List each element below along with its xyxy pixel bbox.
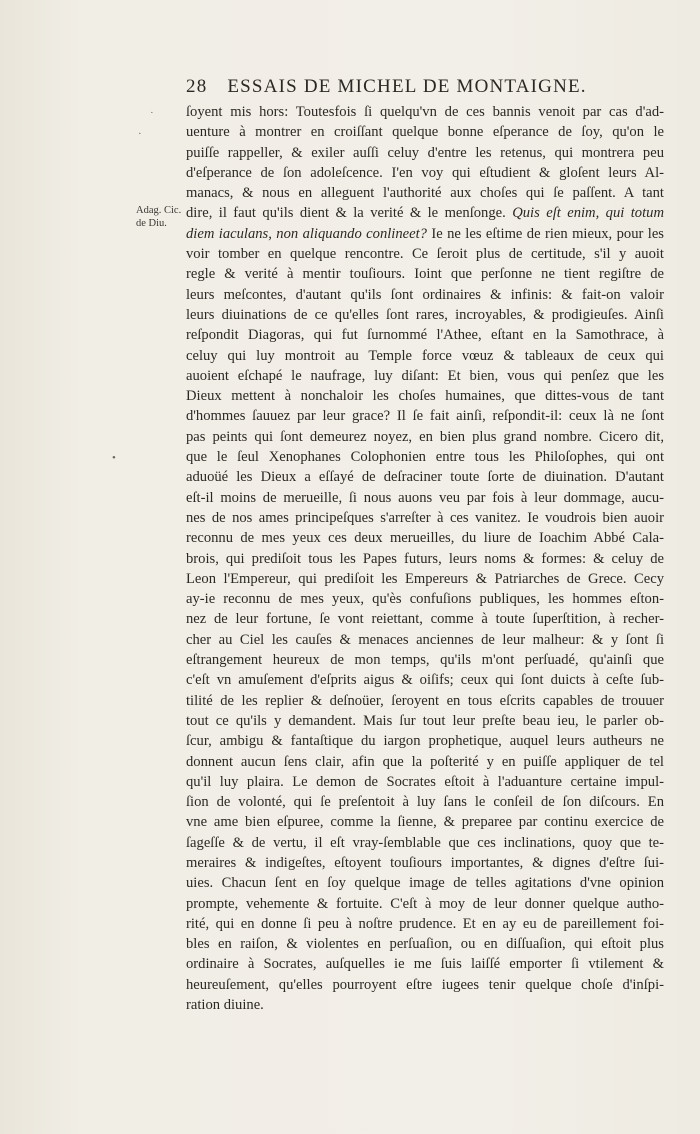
text-run: donnent aucun ſens clair, afin que la poſterité y en puiſſe appliquer de tel: [186, 753, 664, 770]
text-line: [186, 954, 664, 974]
text-run: uies. Chacun ſent en ſoy quelque image de telles agitations d'vne opinion: [186, 875, 664, 892]
text-run: bles en raiſon, & violentes en perſuaſion, ou en diſſuaſion, qui eſtoit plus: [186, 936, 664, 953]
text-line: [186, 264, 664, 284]
text-run: eſt-il moins de merueille, ſi nous auons veu par fois à leur dommage, aucu-: [186, 489, 664, 506]
text-run: prompte, vehemente & fortuite. C'eſt à moy de leur donner quelque autho-: [186, 895, 664, 912]
running-title: ESSAIS DE MICHEL DE MONTAIGNE.: [227, 76, 587, 97]
text-line: [186, 589, 664, 609]
text-line: [186, 792, 664, 812]
text-line: [186, 427, 664, 447]
text-run: d'eſperance de ſon adoleſcence. I'en voy qui eſtudient & gloſent leurs Al-: [186, 164, 664, 181]
text-run: manacs, & nous en alleguent l'authorité aux choſes qui ſe paſſent. A tant: [186, 185, 664, 202]
text-line: [186, 975, 664, 995]
text-line: [186, 244, 664, 264]
text-run: nes de nos ames principeſques s'arreſter à ces vanitez. Ie voudrois bien auoir: [186, 509, 664, 526]
text-line: [186, 894, 664, 914]
text-run: meraires & indigeſtes, eſtoyent touſiours importantes, & dignes d'eſtre ſui-: [186, 854, 664, 871]
text-line: [186, 691, 664, 711]
margin-note-line: de Diu.: [136, 218, 167, 229]
text-line: [186, 346, 664, 366]
text-run: leurs meſcontes, d'autant qu'ils ſont ordinaires & infinis: & fait-on valoir: [186, 286, 664, 303]
text-run: ſcur, ambigu & fantaſtique du iargon prophetique, auquel leurs autheurs ne: [186, 733, 664, 750]
text-line: [186, 934, 664, 954]
text-line: [186, 447, 664, 467]
text-line: [186, 812, 664, 832]
text-run: leurs diuinations de ce qu'elles ſont rares, incroyables, & prodigieuſes. Ainſi: [186, 306, 664, 323]
text-run: ration diuine.: [186, 997, 264, 1014]
text-line: [186, 285, 664, 305]
text-line: [186, 569, 664, 589]
text-line: [186, 528, 664, 548]
margin-note: [136, 204, 184, 230]
text-line: [186, 163, 664, 183]
ink-speck: ·: [138, 128, 142, 140]
text-run: c'eſt vn amuſement d'eſprits aigus & oiſifs; ceux qui ſont duicts à ceſte ſub-: [186, 672, 664, 689]
text-run: Ie ne les eſtime de rien mieux, pour les: [426, 225, 664, 242]
text-line: [186, 914, 664, 934]
text-line: [186, 752, 664, 772]
latin-quote: Quis eſt enim, qui totum: [512, 205, 664, 222]
text-line: [186, 143, 664, 163]
latin-quote: diem iaculans, non aliquando conlineet?: [186, 225, 427, 242]
text-run: rité, qui en donne ſi peu à noſtre prudence. Et en ay eu de pareillement foi-: [186, 915, 664, 932]
text-run: heureuſement, qu'elles pourroyent eſtre iugees tenir quelque choſe d'inſpi-: [186, 976, 664, 993]
text-line: [186, 995, 664, 1015]
ink-speck: •: [112, 452, 116, 464]
text-run: Leon l'Empereur, qui prediſoit les Empereurs & Patriarches de Grece. Cecy: [186, 570, 664, 587]
text-line: [186, 467, 664, 487]
text-line: [186, 833, 664, 853]
text-run: tilité de les replier & deſnoüer, ſeroyent en tous eſcrits capables de trouuer: [186, 692, 664, 709]
running-head: [186, 76, 666, 104]
text-line: [186, 488, 664, 508]
text-line: [186, 711, 664, 731]
text-line: [186, 630, 664, 650]
text-run: ſageſſe & de vertu, il eſt vray-ſemblable que ces inclinations, quoy que te-: [186, 834, 664, 851]
text-line: [186, 305, 664, 325]
text-line: [186, 772, 664, 792]
margin-note-line: Adag. Cic.: [136, 205, 182, 216]
text-line: [186, 122, 664, 142]
page-number: 28: [186, 76, 208, 97]
text-line: [186, 650, 664, 670]
text-line: [186, 224, 664, 244]
text-run: brois, qui prediſoit tous les Papes futurs, leurs noms & formes: & celuy de: [186, 550, 664, 567]
text-run: ay-ie reconnu de mes yeux, qu'ès confuſions publiques, les hommes eſton-: [186, 591, 664, 608]
text-run: d'hommes ſauuez par leur grace? Il ſe fait ainſi, reſpondit-il: ceux là ne ſont: [186, 408, 664, 425]
text-line: [186, 731, 664, 751]
text-run: dire, il faut qu'ils dient & la verité & le menſonge.: [186, 205, 513, 222]
text-line: [186, 406, 664, 426]
text-run: pas peints qui ſont demeurez noyez, en bien plus grand nombre. Cicero dit,: [186, 428, 664, 445]
text-line: [186, 508, 664, 528]
text-line: [186, 549, 664, 569]
ink-speck: ˙: [150, 110, 154, 122]
text-line: [186, 873, 664, 893]
text-line: [186, 102, 664, 122]
text-run: uenture à montrer en croiſſant quelque bonne eſperance de ſoy, qu'on le: [186, 124, 664, 141]
text-run: ſoyent mis hors: Toutesfois ſi quelqu'vn de ces bannis venoit par cas d'ad-: [186, 104, 664, 120]
text-line: [186, 853, 664, 873]
text-run: cher au Ciel les cauſes & menaces anciennes de leur malheur: & y ſont ſi: [186, 631, 664, 648]
text-run: que le ſeul Xenophanes Colophonien entre tous les Philoſophes, qui ont: [186, 449, 664, 466]
text-line: [186, 183, 664, 203]
text-line: [186, 670, 664, 690]
text-run: reſpondit Diagoras, qui fut ſurnommé l'Athee, eſtant en la Samothrace, à: [186, 327, 664, 344]
text-run: ordinaire à Socrates, auſquelles ie me ſuis laiſſé emporter ſi vtilement &: [186, 956, 664, 973]
text-run: auoient eſchapé le naufrage, luy diſant: Et bien, vous qui penſez que les: [186, 367, 664, 384]
text-run: qu'il luy plaira. Le demon de Socrates eſtoit à l'aduanture certaine impul-: [186, 773, 664, 790]
text-run: puiſſe rappeller, & exiler auſſi celuy d'entre les retenus, qui montrera peu: [186, 144, 664, 161]
text-run: voir tomber en quelque rencontre. Ce ſeroit plus de certitude, s'il y auoit: [186, 246, 664, 263]
text-run: aduoüé les Dieux a eſſayé de deſraciner toute ſorte de diuination. D'autant: [186, 469, 664, 486]
text-line: [186, 203, 664, 223]
text-run: eſtrangement heureux de mon temps, qu'ils m'ont perſuadé, qu'ainſi que: [186, 652, 664, 669]
text-run: ſion de volonté, qui ſe preſentoit à luy ſans le conſeil de ſon diſcours. En: [186, 794, 664, 811]
text-line: [186, 609, 664, 629]
text-run: nez de leur fortune, ſe vont reiettant, comme à toute ſuperſtition, à recher-: [186, 611, 664, 628]
body-text: [186, 102, 664, 1015]
text-line: [186, 386, 664, 406]
text-line: [186, 325, 664, 345]
text-run: reconnu de mes yeux ces deux merueilles, du liure de Ioachim Abbé Cala-: [186, 530, 664, 547]
text-run: regle & verité à mentir touſiours. Ioint que perſonne ne tient regiſtre de: [186, 266, 664, 283]
text-run: tout ce qu'ils y demandent. Mais ſur tout leur preſte beau ieu, le parler ob-: [186, 712, 664, 729]
text-line: [186, 366, 664, 386]
text-run: Dieux mettent à nonchaloir les choſes humaines, que dittes-vous de tant: [186, 388, 664, 405]
text-run: celuy qui luy montroit au Temple force vœuz & tableaux de ceux qui: [186, 347, 664, 364]
text-run: vne ame bien eſpuree, comme la ſienne, & preparee par continu exercice de: [186, 814, 664, 831]
